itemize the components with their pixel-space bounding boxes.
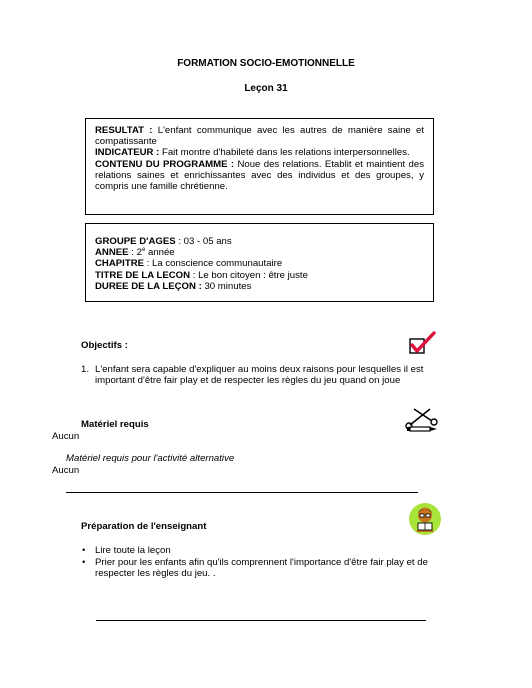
objectifs-title: Objectifs : <box>81 340 128 351</box>
chapitre-line <box>95 258 424 269</box>
contenu-line <box>95 159 424 193</box>
objectif-item: L'enfant sera capable d'expliquer au moins deux raisons pour lesquelles il est important d'être fair play et de respecter les règles du jeu quand on joue <box>95 364 424 387</box>
list-item: • Prier pour les enfants afin qu'ils comprennent l'importance d'être fair play et de respecter les règles du jeu. . <box>81 557 451 580</box>
lesson-number: Leçon 31 <box>244 83 288 94</box>
groupe-line <box>95 236 424 247</box>
indicateur-label: INDICATEUR : <box>95 147 160 159</box>
teacher-reading-icon <box>408 502 442 536</box>
contenu-label: CONTENU DU PROGRAMME : <box>95 158 235 170</box>
duree-text: 30 minutes <box>204 280 252 292</box>
contenu-text: Noue des relations. Etablit et maintient des relations saines et enrichissantes avec des individus et des groupes, y compris une famille chrétienne. <box>95 158 424 193</box>
titre-line <box>95 270 424 281</box>
annee-line <box>95 247 424 258</box>
duree-label: DUREE DE LA LEÇON : <box>95 280 202 292</box>
annee-sup: e <box>141 247 146 254</box>
bottom-divider <box>96 620 426 621</box>
annee-label: ANNEE <box>95 247 129 259</box>
objectif-number: 1. <box>81 364 90 375</box>
duree-line <box>95 281 424 292</box>
section-divider <box>66 492 418 493</box>
titre-label: TITRE DE LA LECON <box>95 269 191 281</box>
resultat-line <box>95 125 424 147</box>
document-title: FORMATION SOCIO-EMOTIONNELLE <box>177 58 355 69</box>
annee-pre: : 2 <box>131 247 142 259</box>
materiel-alt-value: Aucun <box>52 465 80 476</box>
indicateur-text: Fait montre d'habileté dans les relations interpersonnelles. <box>161 147 410 159</box>
materiel-value: Aucun <box>52 431 80 442</box>
materiel-alt-title: Matériel requis pour l'activité alternative <box>66 453 235 464</box>
lesson-outcome-box <box>85 118 434 215</box>
groupe-label: GROUPE D'AGES <box>95 236 176 247</box>
pencil-scissors-icon <box>404 405 440 433</box>
titre-text: : Le bon citoyen : être juste <box>192 269 308 281</box>
indicateur-line <box>95 147 424 158</box>
materiel-title: Matériel requis <box>81 419 149 430</box>
resultat-text: L'enfant communique avec les autres de manière saine et compatissante <box>95 125 424 148</box>
lesson-info-box <box>85 223 434 302</box>
list-item: • Lire toute la leçon <box>81 545 451 557</box>
preparation-list <box>81 545 451 580</box>
preparation-title: Préparation de l'enseignant <box>81 521 207 532</box>
annee-post: année <box>145 247 175 259</box>
groupe-text: : 03 - 05 ans <box>178 236 232 247</box>
chapitre-label: CHAPITRE <box>95 258 145 270</box>
checkbox-check-icon <box>408 331 436 355</box>
resultat-label: RESULTAT : <box>95 125 153 136</box>
chapitre-text: : La conscience communautaire <box>146 258 283 270</box>
